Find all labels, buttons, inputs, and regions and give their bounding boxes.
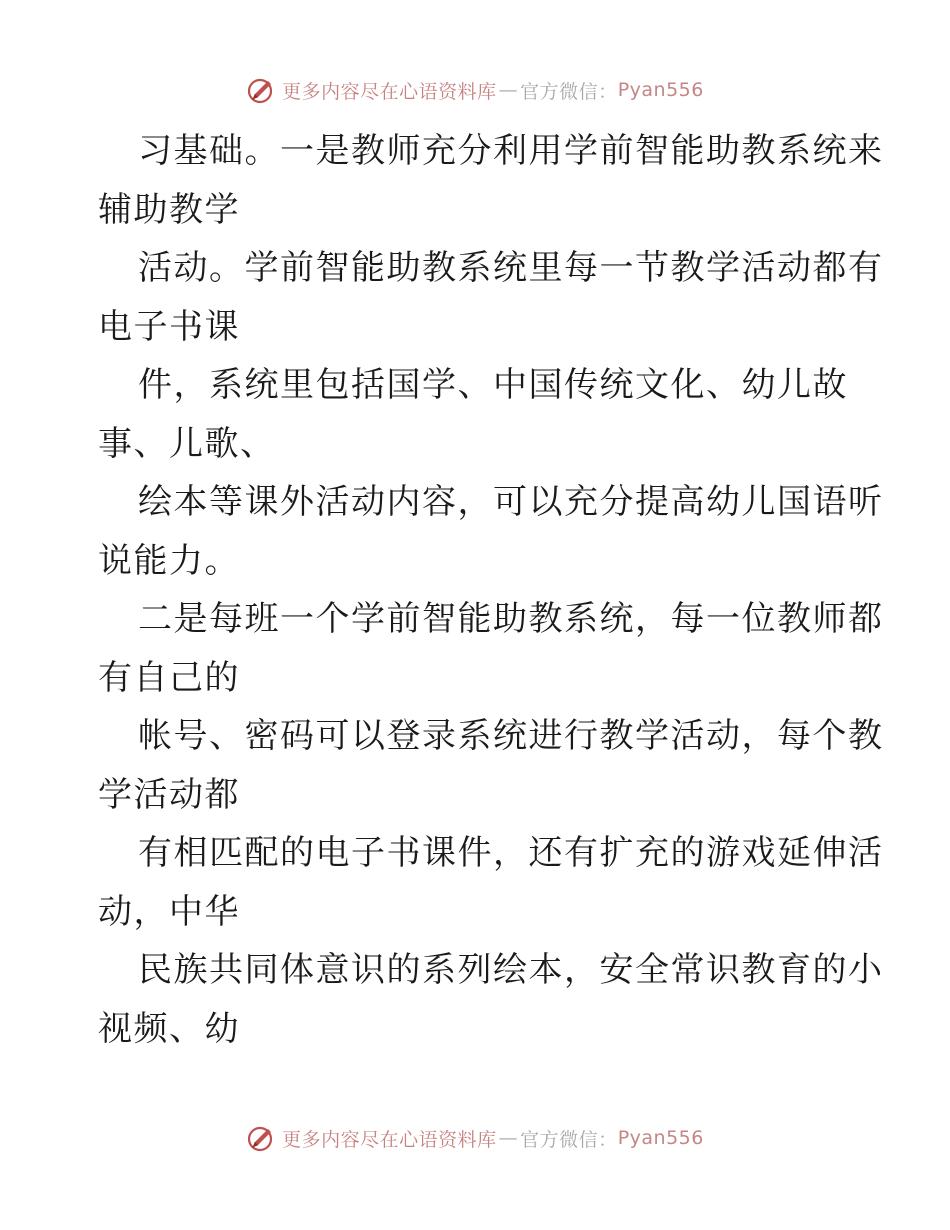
text-line: 活动。学前智能助教系统里每一节教学活动都有 [138,248,884,288]
quill-logo-icon [246,1123,276,1153]
watermark-brand: 更多内容尽在心语资料库 [282,1128,497,1151]
header-watermark [0,70,950,110]
text-line: 民族共同体意识的系列绘本，安全常识教育的小 [138,950,884,990]
text-line: 有相匹配的电子书课件，还有扩充的游戏延伸活 [138,833,884,873]
watermark-contact-id: Pyan556 [617,79,704,101]
text-line: 二是每班一个学前智能助教系统，每一位教师都 [138,599,884,639]
watermark-contact-label: 官方微信： [520,80,618,103]
text-line: 说能力。 [98,540,240,581]
text-line: 辅助教学 [98,189,240,230]
text-line: 电子书课 [98,306,240,347]
text-line: 有自己的 [98,657,240,698]
watermark-contact-id: Pyan556 [617,1127,704,1149]
document-body [98,122,884,1058]
text-line: 学活动都 [98,774,240,815]
text-line: 事、儿歌、 [98,423,276,464]
watermark-brand: 更多内容尽在心语资料库 [282,80,497,103]
text-line: 绘本等课外活动内容，可以充分提高幼儿国语听 [138,482,884,522]
watermark-contact-label: 官方微信： [520,1128,618,1151]
text-line: 视频、幼 [98,1008,240,1049]
text-line: 件，系统里包括国学、中国传统文化、幼儿故 [138,365,848,405]
text-line: 动，中华 [98,891,240,932]
text-line: 帐号、密码可以登录系统进行教学活动，每个教 [138,716,884,756]
quill-logo-icon [246,75,276,105]
footer-watermark [0,1118,950,1158]
watermark-separator: — [498,1127,519,1149]
watermark-separator: — [498,79,519,101]
text-line: 习基础。一是教师充分利用学前智能助教系统来 [138,131,884,171]
